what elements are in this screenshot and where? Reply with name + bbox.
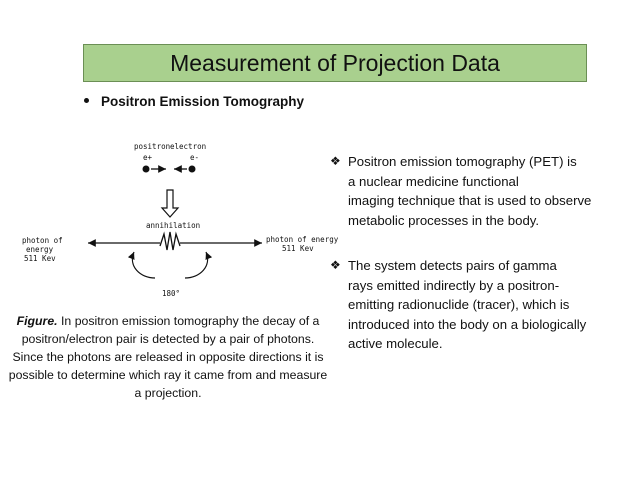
subheading-text: Positron Emission Tomography [101, 94, 305, 109]
bullet-dot-icon [84, 98, 89, 103]
positron-label: positron [134, 142, 171, 151]
annihilation-label: annihilation [146, 221, 201, 230]
subheading [84, 94, 304, 109]
diamond-bullet-icon: ❖ [330, 258, 341, 272]
bullet-item [330, 256, 630, 354]
electron-symbol: e- [190, 153, 200, 162]
bullet-text: Positron emission tomography (PET) is a nuclear medicine functional imaging technique that is used to observe metabolic processes in the body. [348, 154, 592, 228]
bullet-list [330, 152, 630, 380]
electron-dot [189, 166, 196, 173]
photon-left-label-1: photon of [22, 236, 63, 245]
angle-arc-left [132, 252, 155, 278]
angle-label: 180° [162, 289, 181, 298]
caption-text: In positron emission tomography the decay of a positron/electron pair is detected by a pair of photons. Since the photons are released in opposite directions it is possible to determine which ray it came from and measure a projection. [8, 314, 328, 400]
bullet-item [330, 152, 630, 230]
caption-label: Figure. [16, 314, 58, 328]
slide-title-text: Measurement of Projection Data [170, 49, 500, 76]
positron-dot [143, 166, 150, 173]
figure-caption [8, 312, 328, 402]
diamond-bullet-icon: ❖ [330, 154, 341, 168]
positron-symbol: e+ [143, 153, 153, 162]
bullet-text: The system detects pairs of gamma rays emitted indirectly by a positron- emitting radionuclide (tracer), which is introduced into the body on a biologically active molecule. [348, 258, 587, 351]
photon-right-label-1: photon of energy [266, 235, 339, 244]
slide-title [83, 44, 587, 82]
electron-label: electron [170, 142, 207, 151]
annihilation-burst-icon [160, 232, 180, 250]
photon-left-label-3: 511 Kev [24, 254, 56, 263]
pet-annihilation-diagram [10, 138, 339, 308]
photon-right-label-2: 511 Kev [282, 244, 314, 253]
angle-arc-right [185, 252, 208, 278]
photon-left-label-2: energy [26, 245, 54, 254]
down-arrow-icon [162, 190, 178, 217]
